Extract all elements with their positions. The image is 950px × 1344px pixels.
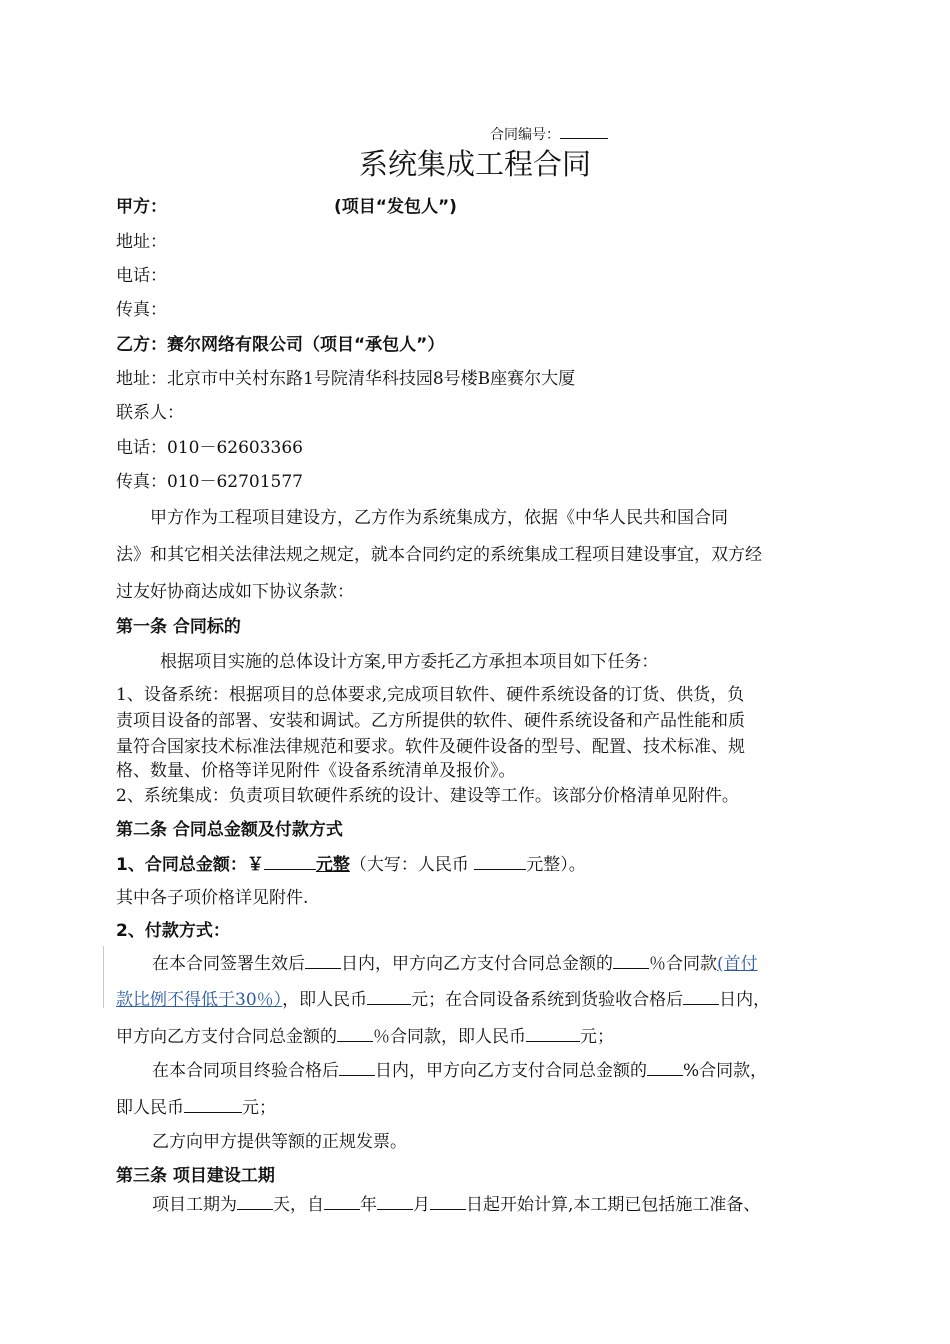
- percent-blank: [337, 1025, 373, 1042]
- days-blank: [683, 988, 719, 1005]
- invoice-note: 乙方向甲方提供等额的正规发票。: [152, 1132, 407, 1152]
- total-amount-unit: 元整: [315, 855, 350, 875]
- total-amount-capital-b: 元整）。: [526, 855, 586, 875]
- text-segment: 年: [360, 1195, 377, 1215]
- text-segment: ％合同款，即人民币: [373, 1027, 526, 1047]
- percent-blank: [647, 1059, 683, 1076]
- payment-method-label: 2、付款方式：: [116, 921, 230, 941]
- contract-number: [490, 124, 608, 144]
- rmb-blank: [367, 988, 411, 1005]
- first-payment-note-link[interactable]: 款比例不得低于30％）: [116, 990, 283, 1010]
- text-segment: 元；: [242, 1098, 276, 1118]
- party-b-header: 乙方：赛尔网络有限公司（项目“承包人”）: [116, 335, 445, 355]
- month-blank: [377, 1193, 413, 1210]
- text-segment: 在本合同项目终验合格后: [152, 1061, 339, 1081]
- total-amount-line: [116, 853, 586, 876]
- first-payment-note-link[interactable]: (首付: [717, 954, 758, 974]
- text-segment: 项目工期为: [152, 1195, 237, 1215]
- text-segment: 月: [413, 1195, 430, 1215]
- payment-para-2-line-1: [152, 1059, 767, 1082]
- contract-number-label: 合同编号：: [490, 127, 560, 143]
- article-1-intro: 根据项目实施的总体设计方案,甲方委托乙方承担本项目如下任务：: [160, 652, 659, 672]
- text-segment: 在本合同签署生效后: [152, 954, 305, 974]
- preamble-line-3: 过友好协商达成如下协议条款：: [116, 582, 354, 602]
- party-a-label: 甲方：: [116, 197, 167, 217]
- preamble-line-1: 甲方作为工程项目建设方，乙方作为系统集成方，依据《中华人民共和国合同: [150, 508, 728, 528]
- text-segment: ，即人民币: [282, 990, 368, 1010]
- preamble-line-2: 法》和其它相关法律法规之规定，就本合同约定的系统集成工程项目建设事宜，双方经: [116, 545, 762, 565]
- text-segment: 即人民币: [116, 1098, 184, 1118]
- days-blank: [305, 952, 341, 969]
- percent-blank: [613, 952, 649, 969]
- text-segment: 日起开始计算,本工期已包括施工准备、: [466, 1195, 761, 1215]
- article-2-heading: 第二条 合同总金额及付款方式: [116, 820, 343, 840]
- article-3-heading: 第三条 项目建设工期: [116, 1166, 275, 1186]
- party-b-fax: 传真：010－62701577: [116, 472, 303, 492]
- party-b-contact: 联系人：: [116, 403, 184, 423]
- payment-para-1-line-3: [116, 1025, 614, 1048]
- payment-para-1-line-2: [116, 988, 770, 1011]
- page-title: 系统集成工程合同: [358, 147, 591, 181]
- article-1-heading: 第一条 合同标的: [116, 617, 241, 637]
- rmb-blank: [526, 1025, 580, 1042]
- payment-para-2-line-2: [116, 1096, 276, 1119]
- party-b-address: 地址：北京市中关村东路1号院清华科技园8号楼B座赛尔大厦: [116, 369, 576, 389]
- payment-para-1-line-1: [152, 952, 758, 975]
- article-1-item1-line-4: 格、数量、价格等详见附件《设备系统清单及报价》。: [116, 761, 516, 781]
- text-segment: 元；在合同设备系统到货验收合格后: [411, 990, 684, 1010]
- total-amount-label: 1、合同总金额：￥: [116, 855, 264, 875]
- rmb-blank: [184, 1096, 242, 1113]
- subitems-note: 其中各子项价格详见附件.: [116, 888, 309, 908]
- article-1-item1-line-3: 量符合国家技术标准法律规范和要求。软件及硬件设备的型号、配置、技术标准、规: [116, 737, 745, 757]
- article-3-line-1: [152, 1193, 760, 1216]
- party-a-fax: 传真：: [116, 300, 167, 320]
- text-segment: 甲方向乙方支付合同总金额的: [116, 1027, 337, 1047]
- article-1-item1-line-1: 1、设备系统：根据项目的总体要求,完成项目软件、硬件系统设备的订货、供货，负: [116, 685, 745, 705]
- total-amount-capital-blank: [474, 853, 526, 870]
- text-segment: 元；: [580, 1027, 614, 1047]
- article-1-item1-line-2: 责项目设备的部署、安装和调试。乙方所提供的软件、硬件系统设备和产品性能和质: [116, 711, 745, 731]
- text-segment: ％合同款: [649, 954, 717, 974]
- text-segment: 日内，甲方向乙方支付合同总金额的: [375, 1061, 647, 1081]
- text-segment: 日内，甲方向乙方支付合同总金额的: [341, 954, 613, 974]
- total-amount-blank: [264, 853, 316, 870]
- days-blank: [237, 1193, 273, 1210]
- revision-bar: [103, 946, 104, 1008]
- day-blank: [430, 1193, 466, 1210]
- text-segment: 日内，: [719, 990, 771, 1010]
- total-amount-capital-a: （大写：人民币: [349, 855, 475, 875]
- party-a-role: (项目“发包人”): [334, 197, 457, 217]
- days-blank: [339, 1059, 375, 1076]
- text-segment: 天，自: [273, 1195, 324, 1215]
- text-segment: %合同款，: [683, 1061, 768, 1081]
- party-a-address: 地址：: [116, 232, 167, 252]
- contract-number-blank: [560, 124, 608, 139]
- year-blank: [324, 1193, 360, 1210]
- article-1-item2: 2、系统集成：负责项目软硬件系统的设计、建设等工作。该部分价格清单见附件。: [116, 786, 739, 806]
- party-b-phone: 电话：010－62603366: [116, 438, 303, 458]
- party-a-phone: 电话：: [116, 266, 167, 286]
